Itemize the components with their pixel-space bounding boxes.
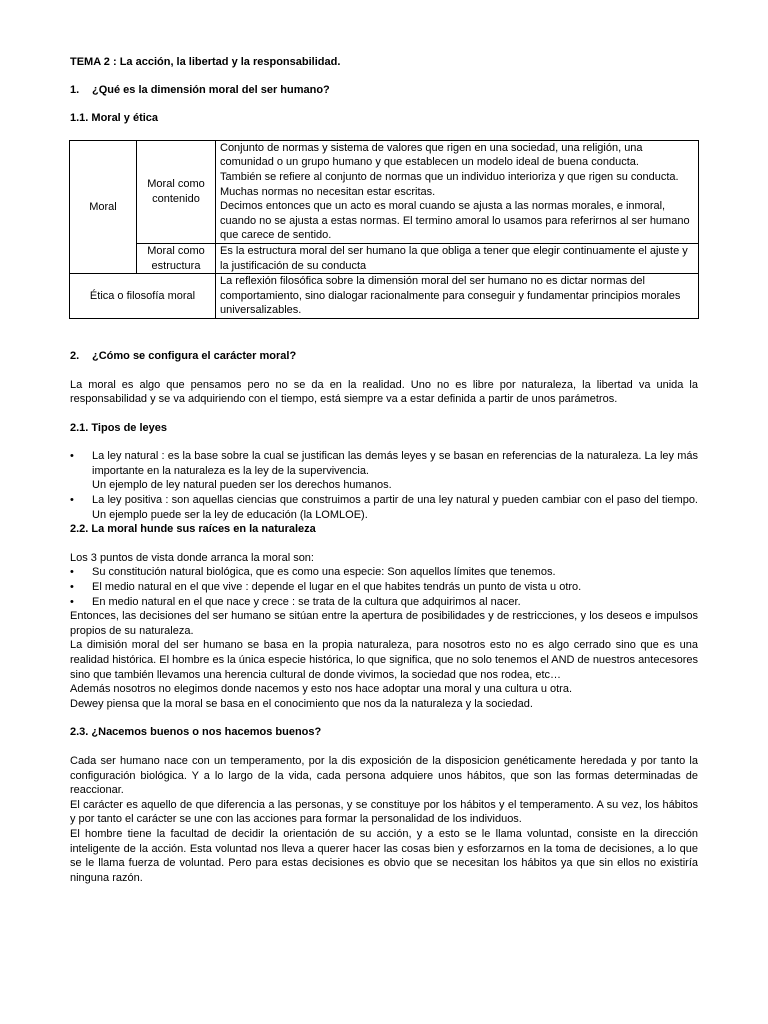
table-cell-moral: Moral [70, 140, 137, 273]
question-1-number: 1. [70, 83, 80, 96]
leyes-list [70, 449, 698, 522]
section-2-3-heading: 2.3. ¿Nacemos buenos o nos hacemos buenos? [70, 726, 322, 739]
document-page [70, 55, 698, 885]
moral-etica-table [69, 140, 699, 319]
ley-natural-text: La ley natural : es la base sobre la cual se justifican las demás leyes y se basan en referencias de la naturaleza. La ley más importante en la naturaleza es la ley de la supervivencia. [92, 450, 698, 477]
question-2-text: ¿Cómo se configura el carácter moral? [92, 349, 297, 362]
paragraph-caracter-moral: La moral es algo que pensamos pero no se da en la realidad. Uno no es libre por naturaleza, la libertad va unida la responsabilidad y se va adquiriendo con el tiempo, está siempre va a estar definida a partir de unos parámetros. [70, 378, 698, 406]
section-2-1-heading: 2.1. Tipos de leyes [70, 421, 168, 434]
table-cell-estructura-text: Es la estructura moral del ser humano la que obliga a tener que elegir continuamente el ajuste y la justificación de su conducta [216, 243, 699, 273]
paragraph-dewey: Dewey piensa que la moral se basa en el conocimiento que nos da la naturaleza y la sociedad. [70, 697, 533, 710]
list-item-punto-2: • El medio natural en el que vive : depende el lugar en el que habites tendrás un punto de vista u otro. [70, 580, 698, 595]
paragraph-dimension-moral: La dimisión moral del ser humano se basa en la propia naturaleza, para nosotros esto no es algo cerrado sino que es una realidad histórica. El hombre es la única especie histórica, lo que significa, que no solo tenemos el AND de nuestros antecesores sino que también llevamos una herencia cultural de donde vivimos, la sociedad que nos rodea, etc… [70, 639, 698, 681]
ley-natural-ejemplo: Un ejemplo de ley natural pueden ser los derechos humanos. [92, 479, 392, 492]
paragraph-caracter: El carácter es aquello de que diferencia a las personas, y se constituye por los hábitos y el temperamento. A su vez, los hábitos y por tanto el carácter se une con las acciones para formar la personalidad de los individuos. [70, 798, 698, 826]
list-item-ley-positiva: • La ley positiva : son aquellas ciencias que construimos a partir de una ley natural y pueden cambiar con el paso del tiempo. Un ejemplo puede ser la ley de educación (la LOMLOE). [70, 493, 698, 522]
list-item-punto-3: • En medio natural en el que nace y crece : se trata de la cultura que adquirimos al nacer. [70, 595, 698, 610]
question-2-heading [70, 349, 698, 364]
contenido-line-1: Conjunto de normas y sistema de valores que rigen en una sociedad, una religión, una comunidad o un grupo humano y que establecen un modelo ideal de buena conducta. [220, 141, 643, 169]
section-1-1-heading: 1.1. Moral y ética [70, 112, 159, 125]
table-cell-estructura-label: Moral como estructura [137, 243, 216, 273]
question-2-number: 2. [70, 349, 80, 362]
section-2-3-body [70, 754, 698, 885]
list-item-ley-natural [70, 449, 698, 493]
question-1-heading [70, 83, 698, 98]
paragraph-decisiones: Entonces, las decisiones del ser humano se sitúan entre la apertura de posibilidades y de restricciones, y los deseos e impulsos propios de su naturaleza. [70, 610, 698, 637]
contenido-line-3: Decimos entonces que un acto es moral cuando se ajusta a las normas morales, e inmoral, cuando no se ajusta a estas normas. El termino amoral lo usamos para referirnos al ser humano que carece de sentido. [220, 200, 690, 242]
paragraph-temperamento: Cada ser humano nace con un temperamento, por la dis exposición de la disposicion genéticamente heredada y por tanto la configuración biológica. Y a lo largo de la vida, cada persona adquiere unos hábitos, que son las formas determinadas de reaccionar. [70, 754, 698, 797]
puntos-list [70, 565, 698, 609]
table-cell-contenido-label: Moral como contenido [137, 140, 216, 243]
section-2-2-body [70, 551, 698, 712]
table-cell-contenido-text [216, 140, 699, 243]
table-cell-etica-text: La reflexión filosófica sobre la dimensión moral del ser humano no es dictar normas del comportamiento, sino dialogar racionalmente para conseguir y fundamentar principios morales universalizables. [216, 274, 699, 319]
section-2-2-heading: 2.2. La moral hunde sus raíces en la naturaleza [70, 523, 316, 536]
document-title: TEMA 2 : La acción, la libertad y la responsabilidad. [70, 56, 341, 68]
table-cell-etica-label: Ética o filosofía moral [70, 274, 216, 319]
paragraph-no-elegimos: Además nosotros no elegimos donde nacemos y esto nos hace adoptar una moral y una cultura u otra. [70, 683, 573, 696]
paragraph-voluntad: El hombre tiene la facultad de decidir la orientación de su acción, y a esto se le llama voluntad, consiste en la dirección inteligente de la acción. Esta voluntad nos lleva a querer hacer las cosas bien y esforzarnos en la toma de decisiones, a lo que se le llama fuerza de voluntad. Pero para estas decisiones es obvio que se necesitan los hábitos ya que sin ellos no existiría ninguna razón. [70, 827, 698, 884]
puntos-intro: Los 3 puntos de vista donde arranca la moral son: [70, 551, 314, 564]
contenido-line-2: También se refiere al conjunto de normas que un individuo interioriza y que rigen su conducta. Muchas normas no necesitan estar escritas. [220, 170, 679, 198]
question-1-text: ¿Qué es la dimensión moral del ser humano? [92, 83, 330, 96]
list-item-punto-1: • Su constitución natural biológica, que es como una especie: Son aquellos límites que tenemos. [70, 565, 698, 580]
